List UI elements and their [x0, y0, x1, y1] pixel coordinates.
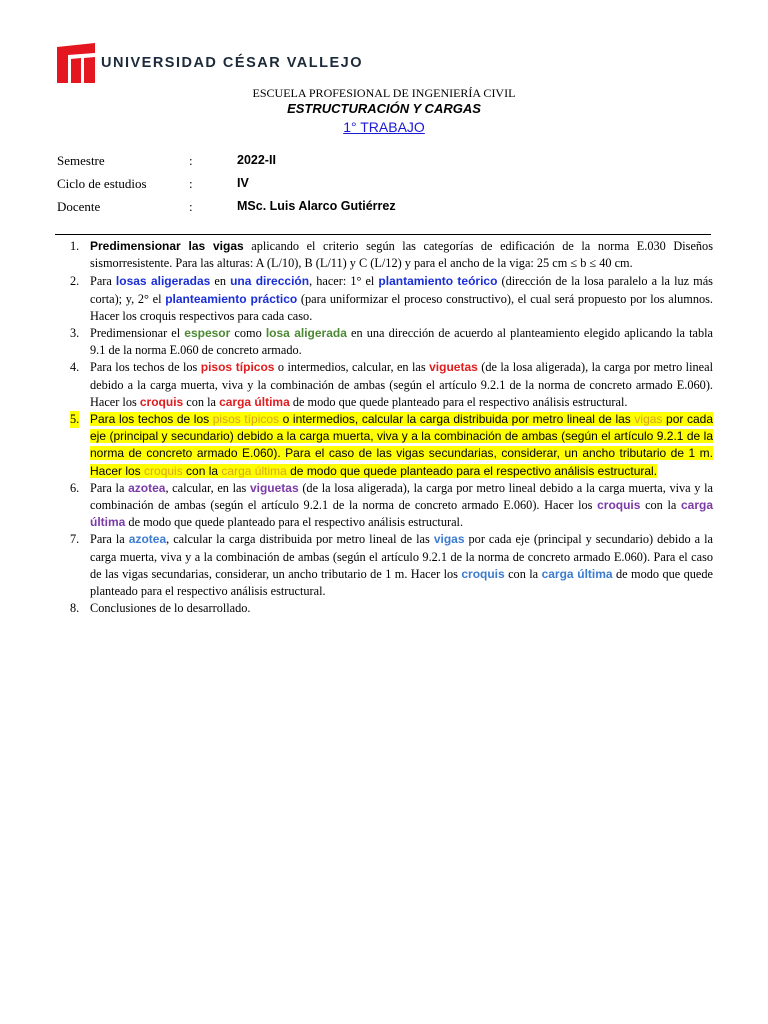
item-number: 8.: [70, 601, 80, 616]
item-text: por cada eje (principal y secundario) debido a la carga muerta, viva y a la combinación de ambas (según el artículo 9.2.1 de la norma de concreto armado E.060). Para el caso de las vigas secundarias, considerar, un ancho tributario de 1 m. Hacer los: [90, 412, 713, 478]
item-text: Para los techos de los: [90, 412, 213, 427]
list-item: [70, 411, 713, 480]
item-text: en una dirección de acuerdo al planteamiento elegido aplicando la tabla 9.1 de la norma E.060 de concreto armado.: [90, 326, 713, 358]
item-text: aplicando el criterio según las categorías de edificación de la norma E.030 Diseños sismorresistente. Para las alturas: A (L/10), B (L/11) y C (L/12) y para el ancho de la viga: 25 cm ≤ b ≤ 40 cm.: [90, 239, 713, 271]
item-text: espesor: [184, 326, 231, 341]
item-text: viguetas: [249, 480, 299, 495]
item-text: con la: [504, 566, 542, 581]
item-text: (de la losa aligerada), la carga por metro lineal debido a la carga muerta, viva y la combinación de ambas (según el artículo 9.2.1 de la norma de concreto armado E.060). Hacer los: [90, 360, 713, 409]
item-text: Predimensionar el: [90, 326, 185, 341]
item-text: vigas: [634, 412, 663, 427]
list-item: [70, 325, 713, 359]
item-text: Para: [90, 274, 116, 289]
item-text: en: [210, 274, 231, 289]
info-colon: :: [189, 153, 193, 168]
item-text: con la: [640, 498, 681, 513]
work-title: 1° TRABAJO: [343, 119, 425, 135]
info-label: Ciclo de estudios: [57, 176, 147, 191]
school-name: ESCUELA PROFESIONAL DE INGENIERÍA CIVIL: [252, 86, 516, 100]
item-text: croquis: [144, 463, 183, 478]
info-value: 2022-II: [237, 153, 276, 167]
item-text: , calcular la carga distribuida por metro lineal de las: [166, 532, 434, 547]
item-text: de modo que quede planteado para el respectivo análisis estructural.: [125, 515, 464, 530]
item-text: Para la: [90, 532, 129, 547]
item-text: por cada eje (principal y secundario) debido a la carga muerta, viva y a la combinación de ambas (según el artículo 9.2.1 de la norma de concreto armado E.060). Para el caso de las vigas secundarias, considerar, un ancho tributario de 1 m. Hacer los: [90, 532, 714, 581]
item-number: 6.: [70, 480, 80, 495]
item-text: pisos típicos: [200, 360, 275, 375]
university-name: UNIVERSIDAD CÉSAR VALLEJO: [101, 55, 364, 71]
item-text: con la: [182, 463, 222, 478]
item-text: Predimensionar las vigas: [90, 239, 244, 253]
info-colon: :: [189, 176, 193, 191]
item-text: una dirección: [230, 274, 310, 289]
list-item: [70, 359, 713, 411]
item-number: 4.: [70, 360, 80, 375]
item-number: 7.: [70, 532, 80, 547]
task-list: [70, 238, 713, 617]
info-colon: :: [189, 199, 193, 214]
item-text: de modo que quede planteado para el respectivo análisis estructural.: [286, 463, 658, 478]
item-text: de modo que quede planteado para el respectivo análisis estructural.: [90, 566, 713, 599]
item-text: carga última: [90, 498, 713, 530]
list-item: [70, 238, 713, 272]
list-item: [70, 600, 713, 617]
item-text: , hacer: 1° el: [309, 274, 379, 289]
info-value: IV: [237, 176, 249, 190]
university-logo: [57, 43, 363, 83]
list-item: [70, 531, 713, 600]
list-item: [70, 480, 713, 532]
item-text: vigas: [433, 532, 465, 547]
item-text: azotea: [128, 532, 167, 547]
item-text: (para uniformizar el proceso constructivo), el cual será propuesto por los alumnos. Hacer los croquis respectivos para cada caso.: [90, 291, 713, 323]
item-text: croquis: [597, 498, 641, 513]
ucv-logo-icon: [57, 43, 95, 83]
item-text: (de la losa aligerada), la carga por metro lineal debido a la carga muerta, viva y la combinación de ambas (según el artículo 9.2.1 de la norma de concreto armado E.060). Hacer los: [90, 480, 713, 513]
item-text: de modo que quede planteado para el respectivo análisis estructural.: [289, 394, 628, 409]
item-number: 5.: [70, 411, 79, 428]
item-text: Para los techos de los: [90, 360, 201, 375]
item-text: carga última: [221, 463, 287, 478]
item-number: 3.: [70, 326, 80, 341]
item-text: carga última: [219, 394, 290, 409]
header-divider: [55, 234, 711, 235]
item-text: (dirección de la losa paralelo a la luz más corta); y, 2° el: [90, 274, 713, 306]
item-number: 2.: [70, 274, 80, 289]
item-text: carga última: [541, 566, 613, 581]
item-text: viguetas: [429, 360, 478, 375]
item-text: Conclusiones de lo desarrollado.: [90, 601, 251, 616]
item-text: losa aligerada: [265, 326, 347, 341]
item-text: como: [230, 326, 266, 341]
item-text: croquis: [461, 566, 505, 581]
info-label: Semestre: [57, 153, 105, 168]
item-text: o intermedios, calcular, en las: [274, 360, 430, 375]
list-item: [70, 273, 713, 325]
item-text: con la: [183, 394, 220, 409]
item-text: plantamiento teórico: [378, 274, 498, 289]
course-title: ESTRUCTURACIÓN Y CARGAS: [287, 101, 481, 116]
item-text: , calcular, en las: [165, 480, 250, 495]
info-value: MSc. Luis Alarco Gutiérrez: [237, 199, 396, 213]
item-text: o intermedios, calcular la carga distribuida por metro lineal de las: [279, 412, 635, 427]
item-text: planteamiento práctico: [165, 291, 298, 306]
item-text: pisos típicos: [212, 412, 280, 427]
item-text: losas aligeradas: [115, 274, 211, 289]
item-number: 1.: [70, 239, 80, 253]
item-text: Para la: [90, 480, 129, 495]
item-text: azotea: [128, 480, 166, 495]
item-text: croquis: [139, 394, 184, 409]
info-label: Docente: [57, 199, 101, 214]
